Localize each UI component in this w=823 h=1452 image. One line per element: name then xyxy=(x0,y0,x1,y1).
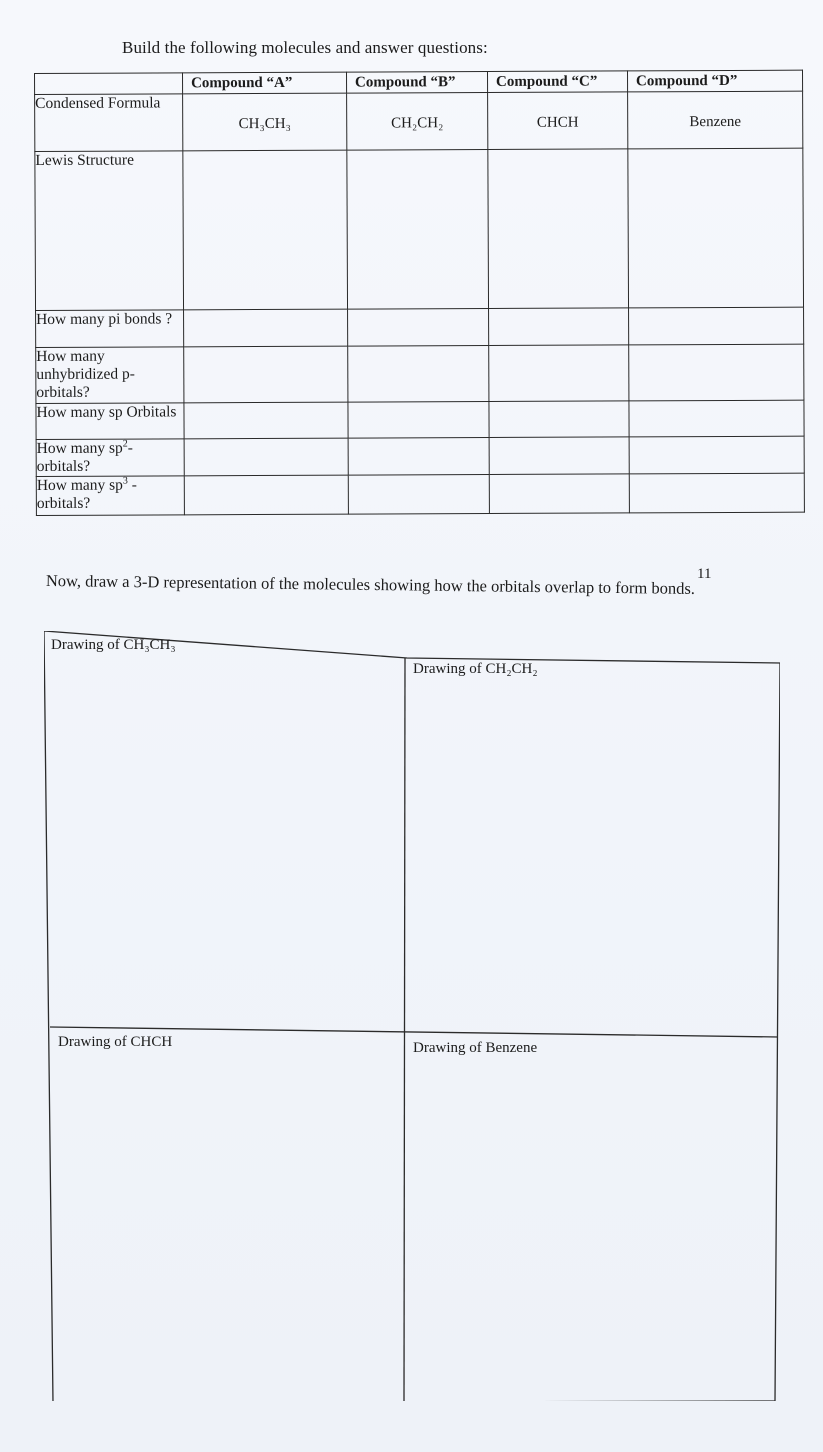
lewis-cell-c[interactable] xyxy=(488,149,629,309)
drawing-area-benzene[interactable] xyxy=(412,1065,770,1395)
lewis-cell-d[interactable] xyxy=(628,148,804,308)
table-row-sp2-orbitals xyxy=(36,436,804,476)
answer-cell-sp-d[interactable] xyxy=(629,400,804,437)
column-header-b: Compound “B” xyxy=(346,72,487,94)
answer-cell-sp2-a[interactable] xyxy=(184,438,348,476)
lewis-cell-a[interactable] xyxy=(183,150,348,310)
drawing-grid xyxy=(44,631,780,1401)
drawing-grid-vertical-divider xyxy=(404,658,405,1401)
row-label-condensed-formula: Condensed Formula xyxy=(35,94,183,152)
corner-cell xyxy=(35,73,183,95)
answer-cell-pi-a[interactable] xyxy=(184,309,348,347)
sp2-label-post: -orbitals? xyxy=(36,439,133,475)
answer-cell-sp3-d[interactable] xyxy=(629,473,804,513)
answer-cell-sp3-c[interactable] xyxy=(489,474,629,514)
column-header-c: Compound “C” xyxy=(487,71,627,93)
answer-cell-sp-b[interactable] xyxy=(348,402,489,439)
answer-cell-sp-a[interactable] xyxy=(184,402,348,439)
row-label-sp-orbitals: How many sp Orbitals xyxy=(36,403,184,440)
column-header-a: Compound “A” xyxy=(183,72,347,94)
answer-cell-unhyb-c[interactable] xyxy=(489,345,629,402)
page-number: 11 xyxy=(697,566,712,582)
drawing-label-benzene: Drawing of Benzene xyxy=(413,1040,538,1056)
answer-cell-sp2-b[interactable] xyxy=(348,438,489,476)
lewis-cell-b[interactable] xyxy=(347,150,489,310)
drawing-label-ethyne: Drawing of CHCH xyxy=(58,1034,173,1050)
intro-text: Build the following molecules and answer questions: xyxy=(122,38,488,57)
sp2-superscript: 2 xyxy=(122,438,128,450)
table-row-condensed-formula xyxy=(35,91,803,151)
table-row-lewis-structure xyxy=(35,148,804,310)
answer-cell-pi-b[interactable] xyxy=(348,309,489,347)
column-header-d: Compound “D” xyxy=(627,70,802,92)
drawing-label-ethane: Drawing of CH₃CH₃ xyxy=(51,637,176,653)
table-row-unhybridized-p xyxy=(36,344,804,403)
formula-a: CH₃CH₃ xyxy=(183,93,347,151)
answer-cell-sp2-d[interactable] xyxy=(629,436,804,474)
molecule-table xyxy=(34,70,805,516)
answer-cell-sp3-a[interactable] xyxy=(184,475,348,515)
drawing-area-ethane[interactable] xyxy=(54,661,399,1021)
answer-cell-unhyb-b[interactable] xyxy=(348,346,489,403)
sp3-superscript: 3 xyxy=(122,475,128,487)
formula-c: CHCH xyxy=(488,92,628,150)
table-row-sp3-orbitals xyxy=(36,473,804,515)
sp3-label-pre: How many sp xyxy=(36,476,123,494)
row-label-lewis-structure: Lewis Structure xyxy=(35,151,184,311)
answer-cell-unhyb-d[interactable] xyxy=(629,344,804,401)
sp2-label-pre: How many sp xyxy=(36,439,123,457)
drawing-label-ethene: Drawing of CH₂CH₂ xyxy=(413,661,538,677)
sp3-label-post: -orbitals? xyxy=(36,476,137,512)
drawing-area-ethene[interactable] xyxy=(412,685,772,1030)
table-row-sp-orbitals xyxy=(36,400,804,439)
answer-cell-pi-c[interactable] xyxy=(489,308,629,346)
answer-cell-sp2-c[interactable] xyxy=(489,437,629,475)
answer-cell-pi-d[interactable] xyxy=(629,307,804,345)
formula-d: Benzene xyxy=(628,91,803,149)
answer-cell-sp3-b[interactable] xyxy=(348,475,489,515)
drawing-instruction: Now, draw a 3-D representation of the molecules showing how the orbitals overlap to form bonds. xyxy=(45,571,696,598)
row-label-unhybridized-p: How many unhybridized p-orbitals? xyxy=(36,347,184,404)
row-label-pi-bonds: How many pi bonds ? xyxy=(36,310,184,348)
answer-cell-sp-c[interactable] xyxy=(489,401,629,438)
row-label-sp3-orbitals xyxy=(36,476,184,516)
drawing-area-ethyne[interactable] xyxy=(58,1059,398,1395)
answer-cell-unhyb-a[interactable] xyxy=(184,346,348,403)
row-label-sp2-orbitals xyxy=(36,439,184,477)
formula-b: CH₂CH₂ xyxy=(347,93,488,151)
table-row-pi-bonds xyxy=(36,307,804,347)
